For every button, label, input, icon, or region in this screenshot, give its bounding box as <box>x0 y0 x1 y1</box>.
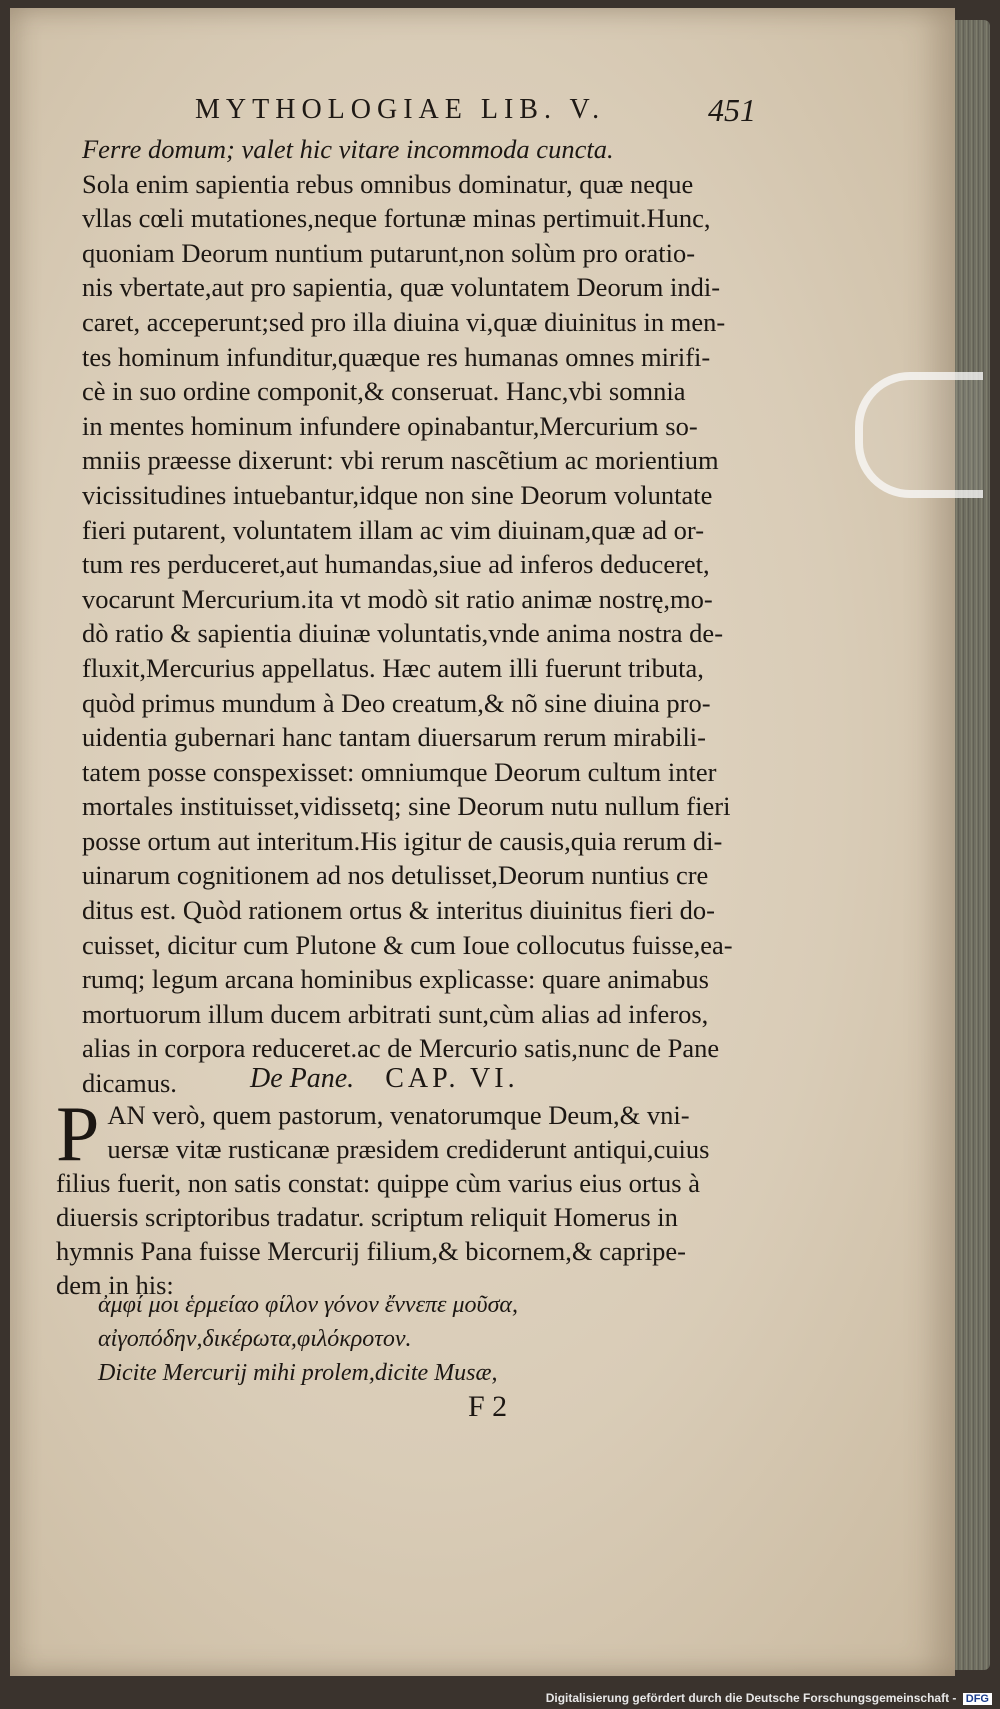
text-line: ditus est. Quòd rationem ortus & interitus diuinitus fieri do- <box>82 895 715 926</box>
text-line: dicamus. <box>82 1068 177 1099</box>
running-head: MYTHOLOGIAE LIB. V. <box>195 94 606 125</box>
text-line: fieri putarent, voluntatem illam ac vim diuinam,quæ ad or- <box>82 514 705 545</box>
footer-text: Digitalisierung gefördert durch die Deutsche Forschungsgemeinschaft - <box>545 1691 957 1705</box>
text-line: vocarunt Mercurium.ita vt modò sit ratio animæ nostrę,mo- <box>82 583 713 614</box>
text-line: dò ratio & sapientia diuinæ voluntatis,vnde anima nostra de- <box>82 618 724 649</box>
text-line: Ferre domum; valet hic vitare incommoda cuncta. <box>82 134 614 164</box>
verse-quotation <box>98 1288 738 1390</box>
chapter-number: CAP. VI. <box>385 1063 519 1094</box>
text-line: diuersis scriptoribus tradatur. scriptum reliquit Homerus in <box>56 1202 678 1232</box>
greek-verse-line: ἀμφί μοι ἑρμείαο φίλον γόνον ἔννεπε μοῦσα, <box>98 1292 518 1318</box>
book-fore-edge <box>955 20 990 1670</box>
text-line: tes hominum infunditur,quæque res humanas omnes mirifi- <box>82 341 711 372</box>
text-line: in mentes hominum infundere opinabantur,Mercurium so- <box>82 410 698 441</box>
text-line: hymnis Pana fuisse Mercurij filium,& bicornem,& capripe- <box>56 1236 686 1266</box>
page-clip <box>855 372 983 498</box>
text-line: mortuorum illum ducem arbitrati sunt,cùm alias ad inferos, <box>82 998 709 1029</box>
text-line: uidentia gubernari hanc tantam diuersarum rerum mirabili- <box>82 722 706 753</box>
text-line: quòd primus mundum à Deo creatum,& nõ sine diuina pro- <box>82 687 711 718</box>
text-line: AN verò, quem pastorum, venatorumque Deum,& vni- <box>107 1100 690 1130</box>
chapter-heading <box>250 1063 770 1095</box>
body-text <box>82 132 742 1101</box>
text-line: nis vbertate,aut pro sapientia, quæ voluntatem Deorum indi- <box>82 272 721 303</box>
text-line: uersæ vitæ rusticanæ præsidem crediderunt antiqui,cuius <box>107 1134 710 1164</box>
text-line: vicissitudines intuebantur,idque non sine Deorum voluntate <box>82 479 713 510</box>
book-page <box>10 8 955 1676</box>
text-line: tatem posse conspexisset: omniumque Deorum cultum inter <box>82 756 717 787</box>
latin-verse-line: Dicite Mercurij mihi prolem,dicite Musæ, <box>98 1360 498 1386</box>
text-line: tum res perduceret,aut humandas,siue ad inferos deduceret, <box>82 549 710 580</box>
text-line: uinarum cognitionem ad nos detulisset,Deorum nuntius cre <box>82 860 709 891</box>
chapter-title: De Pane. <box>250 1063 355 1094</box>
dfg-logo-icon: DFG <box>963 1693 992 1705</box>
signature-mark: F 2 <box>468 1390 508 1423</box>
text-line: vllas cœli mutationes,neque fortunæ minas pertimuit.Hunc, <box>82 203 711 234</box>
greek-verse-line: αἰγοπόδην,δικέρωτα,φιλόκροτον. <box>98 1326 412 1352</box>
text-line: mortales instituisset,vidissetq; sine Deorum nutu nullum fieri <box>82 791 731 822</box>
text-line: alias in corpora reduceret.ac de Mercurio satis,nunc de Pane <box>82 1033 720 1064</box>
text-line: Sola enim sapientia rebus omnibus dominatur, quæ neque <box>82 168 694 199</box>
text-line: rumq; legum arcana hominibus explicasse: quare animabus <box>82 964 709 995</box>
text-line: cuisset, dicitur cum Plutone & cum Ioue collocutus fuisse,ea- <box>82 929 733 960</box>
digitization-footer <box>546 1691 992 1705</box>
text-line: fluxit,Mercurius appellatus. Hæc autem illi fuerunt tributa, <box>82 652 704 683</box>
chapter-text <box>56 1090 746 1302</box>
text-line: cè in suo ordine componit,& conseruat. Hanc,vbi somnia <box>82 376 686 407</box>
text-line: filius fuerit, non satis constat: quippe cùm varius eius ortus à <box>56 1168 700 1198</box>
drop-cap: P <box>56 1090 100 1177</box>
text-line: caret, acceperunt;sed pro illa diuina vi,quæ diuinitus in men- <box>82 306 726 337</box>
text-line: quoniam Deorum nuntium putarunt,non solùm pro oratio- <box>82 237 696 268</box>
text-line: dem in his: <box>56 1270 174 1300</box>
folio-number: 451 <box>708 92 756 128</box>
text-line: mniis præesse dixerunt: vbi rerum nascẽtium ac morientium <box>82 445 719 476</box>
text-line: posse ortum aut interitum.His igitur de causis,quia rerum di- <box>82 825 723 856</box>
